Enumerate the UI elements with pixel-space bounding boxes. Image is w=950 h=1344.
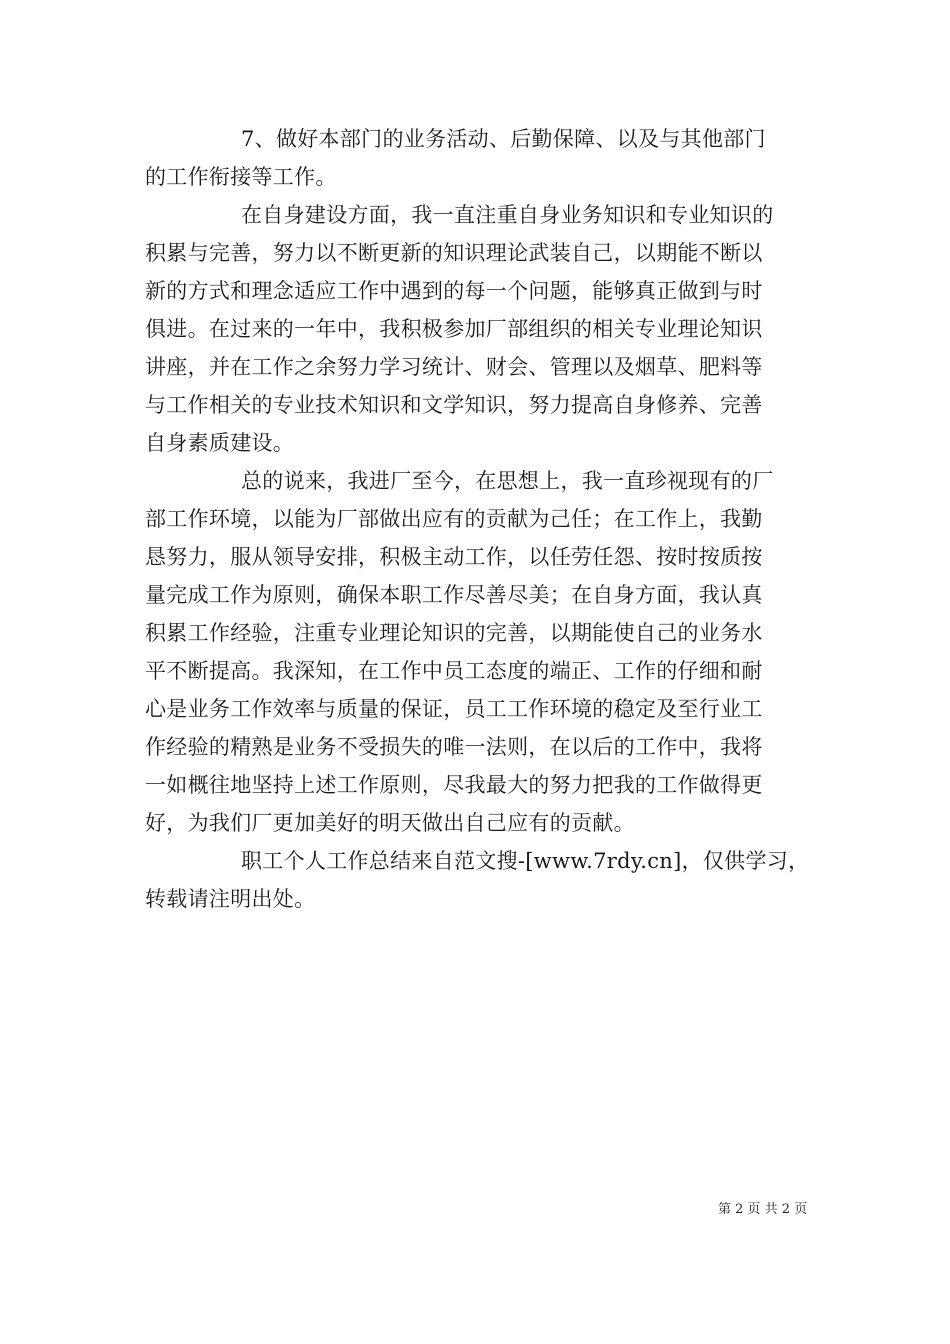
- document-body: [145, 120, 825, 918]
- text-line: 7、做好本部门的业务活动、后勤保障、以及与其他部门: [241, 127, 766, 151]
- text-line: 恳努力，服从领导安排，积极主动工作，以任劳任怨、按时按质按: [145, 545, 763, 569]
- paragraph-summary: [145, 462, 825, 842]
- text-line: 心是业务工作效率与质量的保证，员工工作环境的稳定及至行业工: [145, 697, 763, 721]
- text-line: 的工作衔接等工作。: [145, 165, 337, 189]
- text-line: 在自身建设方面，我一直注重自身业务知识和专业知识的: [241, 203, 774, 227]
- text-line: 作经验的精熟是业务不受损失的唯一法则，在以后的工作中，我将: [145, 735, 763, 759]
- text-line: 讲座，并在工作之余努力学习统计、财会、管理以及烟草、肥料等: [145, 355, 763, 379]
- text-line: 积累工作经验，注重专业理论知识的完善，以期能使自己的业务水: [145, 621, 763, 645]
- text-line: 部工作环境，以能为厂部做出应有的贡献为己任；在工作上，我勤: [145, 507, 763, 531]
- page-number-footer: 第 2 页 共 2 页: [718, 1202, 808, 1217]
- text-line: 总的说来，我进厂至今，在思想上，我一直珍视现有的厂: [241, 469, 774, 493]
- text-line: 转载请注明出处。: [145, 887, 316, 911]
- text-line: 好，为我们厂更加美好的明天做出自己应有的贡献。: [145, 811, 635, 835]
- text-line: 一如概往地坚持上述工作原则，尽我最大的努力把我的工作做得更: [145, 773, 763, 797]
- paragraph-source-note: [145, 842, 825, 918]
- text-line: 平不断提高。我深知，在工作中员工态度的端正、工作的仔细和耐: [145, 659, 763, 683]
- text-line: 自身素质建设。: [145, 431, 295, 455]
- text-line: 积累与完善，努力以不断更新的知识理论武装自己，以期能不断以: [145, 241, 763, 265]
- text-line: 量完成工作为原则，确保本职工作尽善尽美；在自身方面，我认真: [145, 583, 763, 607]
- paragraph-self-development: [145, 196, 825, 462]
- text-line: 新的方式和理念适应工作中遇到的每一个问题，能够真正做到与时: [145, 279, 763, 303]
- paragraph-duty-7: [145, 120, 825, 196]
- text-line: 职工个人工作总结来自范文搜-[www.7rdy.cn]，仅供学习，: [241, 849, 810, 873]
- text-line: 俱进。在过来的一年中，我积极参加厂部组织的相关专业理论知识: [145, 317, 763, 341]
- text-line: 与工作相关的专业技术知识和文学知识，努力提高自身修养、完善: [145, 393, 763, 417]
